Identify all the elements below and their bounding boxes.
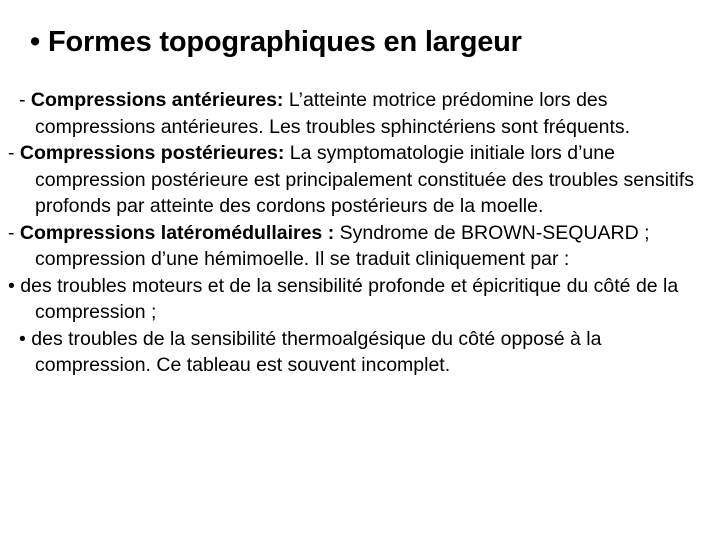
paragraph-prefix: •: [8, 274, 21, 297]
paragraph-anterior-compressions: [8, 87, 714, 140]
paragraph-text: des troubles de la sensibilité thermoalgésique du côté opposé à la compression. Ce tableau est souvent incomplet.: [31, 327, 602, 376]
paragraph-prefix: -: [8, 221, 20, 244]
paragraph-text: Syndrome de BROWN-SEQUARD ; compression d’une hémimoelle. Il se traduit cliniquement par :: [35, 221, 650, 270]
paragraph-lead: Compressions postérieures:: [19, 142, 285, 164]
paragraph-lateral-compressions: [8, 220, 714, 273]
paragraph-prefix: •: [19, 327, 32, 350]
slide-body: [8, 87, 714, 379]
paragraph-prefix: -: [8, 142, 20, 164]
paragraph-text: L’atteinte motrice prédomine lors des compressions antérieures. Les troubles sphinctériens sont fréquents.: [35, 89, 631, 138]
paragraph-text: des troubles moteurs et de la sensibilité profonde et épicritique du côté de la compression ;: [20, 274, 679, 323]
paragraph-bullet-motor: [8, 273, 714, 326]
paragraph-lead: Compressions antérieures:: [30, 89, 284, 111]
title-bullet: •: [30, 26, 40, 58]
paragraph-posterior-compressions: [8, 140, 714, 220]
paragraph-text: La symptomatologie initiale lors d’une compression postérieure est principalement constituée des troubles sensitifs profonds par atteinte des cordons postérieurs de la moelle.: [35, 142, 695, 217]
title-text: Formes topographiques en largeur: [47, 26, 522, 58]
slide-title: [30, 26, 522, 59]
paragraph-lead: Compressions latéromédullaires :: [19, 221, 335, 244]
paragraph-prefix: -: [19, 89, 31, 111]
paragraph-bullet-thermoalgesic: [8, 326, 714, 379]
